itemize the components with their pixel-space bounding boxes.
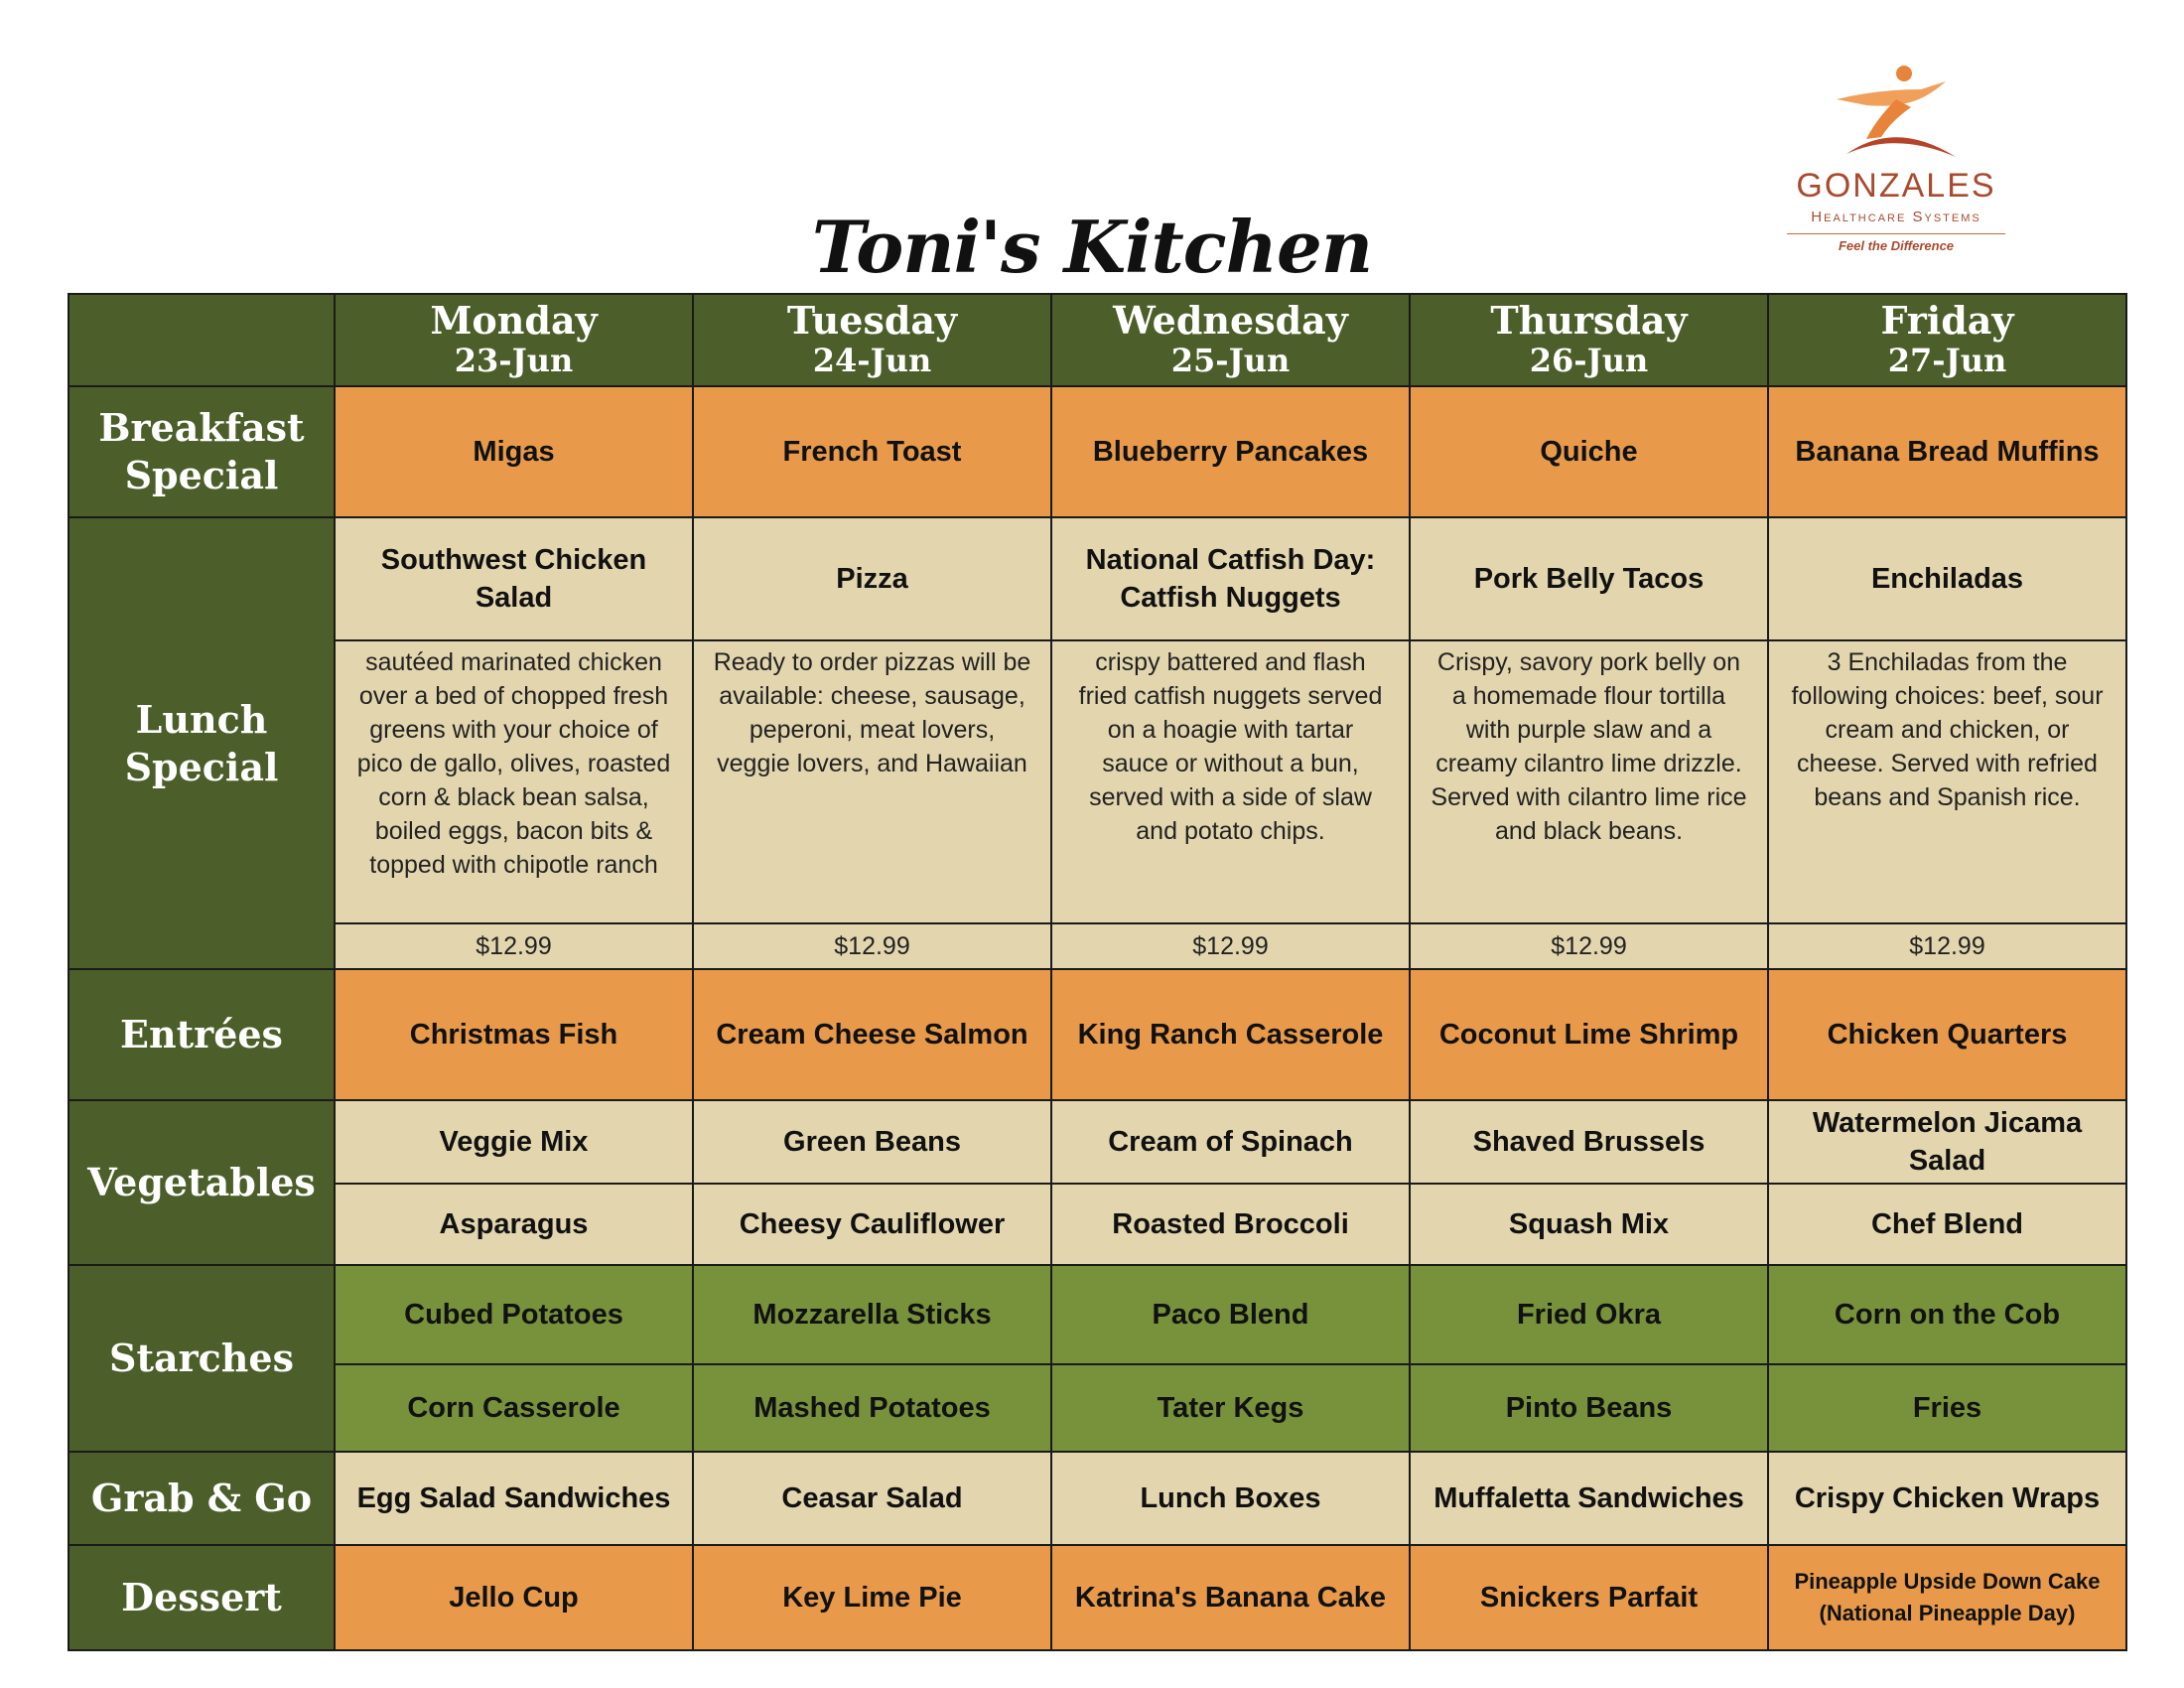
- lunch-name-line: Enchiladas: [1870, 563, 2024, 595]
- dessert-item: [335, 1545, 693, 1650]
- vegetable-item: Chef Blend: [1768, 1184, 2126, 1265]
- breakfast-item: Quiche: [1410, 386, 1768, 517]
- lunch-item-name: [335, 517, 693, 640]
- starch-item: Corn Casserole: [335, 1364, 693, 1452]
- description-line: sauce or without a bun,: [1102, 750, 1359, 777]
- description-line: following choices: beef, sour: [1791, 682, 2104, 710]
- starch-item: Mashed Potatoes: [693, 1364, 1051, 1452]
- description-line: with purple slaw and a: [1465, 716, 1712, 744]
- logo-name: GONZALES: [1796, 167, 1996, 205]
- vegetable-line: Veggie Mix: [439, 1126, 589, 1158]
- lunch-description-row: [68, 640, 2126, 923]
- description-line: veggie lovers, and Hawaiian: [717, 750, 1027, 777]
- description-line: beans and Spanish rice.: [1814, 783, 2081, 811]
- dessert-item: [693, 1545, 1051, 1650]
- lunch-name-line: Pork Belly Tacos: [1473, 563, 1705, 595]
- vegetable-item: [1410, 1100, 1768, 1184]
- lunch-item-name: [693, 517, 1051, 640]
- starches-row-1: [68, 1265, 2126, 1364]
- vegetables-row-1: [68, 1100, 2126, 1184]
- description-line: cheese. Served with refried: [1797, 750, 2098, 777]
- description-line: greens with your choice of: [369, 716, 658, 744]
- description-line: and black beans.: [1494, 817, 1684, 845]
- starch-item: Tater Kegs: [1051, 1364, 1410, 1452]
- dessert-line: Pineapple Upside Down Cake: [1794, 1569, 2101, 1594]
- breakfast-row: [68, 386, 2126, 517]
- lunch-item-name: [1410, 517, 1768, 640]
- lunch-price: $12.99: [693, 923, 1051, 969]
- lunch-name-line: Salad: [475, 582, 553, 614]
- vegetable-item: Squash Mix: [1410, 1184, 1768, 1265]
- dessert-item: [1410, 1545, 1768, 1650]
- grab-go-item: Lunch Boxes: [1051, 1452, 1410, 1545]
- row-label-line: Special: [124, 744, 279, 789]
- entree-item: Chicken Quarters: [1768, 969, 2126, 1100]
- row-label-grab-go: Grab & Go: [68, 1452, 335, 1545]
- entrees-row: [68, 969, 2126, 1100]
- description-line: Served with cilantro lime rice: [1431, 783, 1747, 811]
- lunch-price: $12.99: [335, 923, 693, 969]
- vegetables-row-2: [68, 1184, 2126, 1265]
- day-name: Tuesday: [786, 297, 958, 343]
- starch-item: Fried Okra: [1410, 1265, 1768, 1364]
- description-line: fried catfish nuggets served: [1078, 682, 1383, 710]
- lunch-description: [693, 640, 1051, 923]
- breakfast-item: French Toast: [693, 386, 1051, 517]
- entree-item: Coconut Lime Shrimp: [1410, 969, 1768, 1100]
- day-date: 24-Jun: [812, 341, 932, 379]
- lunch-description: [1768, 640, 2126, 923]
- header-corner: [68, 294, 335, 386]
- grab-go-row: [68, 1452, 2126, 1545]
- lunch-price-row: [68, 923, 2126, 969]
- day-header-friday: [1768, 294, 2126, 386]
- entree-item: Christmas Fish: [335, 969, 693, 1100]
- day-date: 23-Jun: [454, 341, 574, 379]
- description-line: available: cheese, sausage,: [719, 682, 1025, 710]
- dessert-line: Katrina's Banana Cake: [1074, 1581, 1387, 1614]
- row-label-entrees: Entrées: [68, 969, 335, 1100]
- dessert-line: Key Lime Pie: [782, 1581, 962, 1614]
- starch-item: Pinto Beans: [1410, 1364, 1768, 1452]
- day-header-wednesday: [1051, 294, 1410, 386]
- lunch-description: [1051, 640, 1410, 923]
- day-header-row: [68, 294, 2126, 386]
- row-label-line: Special: [124, 453, 279, 497]
- dessert-line: Snickers Parfait: [1479, 1581, 1699, 1614]
- day-date: 26-Jun: [1529, 341, 1649, 379]
- lunch-item-name: [1051, 517, 1410, 640]
- vegetable-item: Roasted Broccoli: [1051, 1184, 1410, 1265]
- row-label-dessert: Dessert: [68, 1545, 335, 1650]
- row-label-breakfast: [68, 386, 335, 517]
- day-name: Wednesday: [1113, 297, 1348, 343]
- description-line: crispy battered and flash: [1095, 648, 1366, 676]
- lunch-price: $12.99: [1051, 923, 1410, 969]
- dessert-item: [1768, 1545, 2126, 1650]
- vegetable-line: Watermelon Jicama: [1812, 1107, 2083, 1139]
- description-line: Crispy, savory pork belly on: [1436, 648, 1741, 676]
- description-line: sautéed marinated chicken: [365, 648, 662, 676]
- lunch-description: [335, 640, 693, 923]
- breakfast-item: Blueberry Pancakes: [1051, 386, 1410, 517]
- description-line: boiled eggs, bacon bits &: [374, 817, 653, 845]
- vegetable-item: [1768, 1100, 2126, 1184]
- lunch-item-name: [1768, 517, 2126, 640]
- grab-go-item: Crispy Chicken Wraps: [1768, 1452, 2126, 1545]
- day-header-thursday: [1410, 294, 1768, 386]
- lunch-name-row: [68, 517, 2126, 640]
- lunch-name-line: Catfish Nuggets: [1120, 582, 1341, 614]
- description-line: 3 Enchiladas from the: [1827, 648, 2068, 676]
- dessert-row: [68, 1545, 2126, 1650]
- lunch-name-line: National Catfish Day:: [1085, 544, 1376, 576]
- breakfast-item: Migas: [335, 386, 693, 517]
- lunch-name-line: Southwest Chicken: [380, 544, 647, 576]
- day-name: Friday: [1880, 297, 2014, 343]
- vegetable-item: Asparagus: [335, 1184, 693, 1265]
- vegetable-item: [335, 1100, 693, 1184]
- starch-item: Corn on the Cob: [1768, 1265, 2126, 1364]
- description-line: creamy cilantro lime drizzle.: [1435, 750, 1742, 777]
- lunch-description: [1410, 640, 1768, 923]
- description-line: served with a side of slaw: [1089, 783, 1372, 811]
- dessert-line: Jello Cup: [449, 1581, 579, 1614]
- vegetable-line: Shaved Brussels: [1472, 1126, 1706, 1158]
- vegetable-item: [1051, 1100, 1410, 1184]
- row-label-line: Lunch: [135, 696, 268, 742]
- grab-go-item: Ceasar Salad: [693, 1452, 1051, 1545]
- page-title: Toni's Kitchen: [811, 205, 1373, 289]
- starch-item: Fries: [1768, 1364, 2126, 1452]
- grab-go-item: Muffaletta Sandwiches: [1410, 1452, 1768, 1545]
- day-name: Monday: [430, 297, 598, 343]
- weekly-menu-table: [68, 293, 2127, 1651]
- description-line: Ready to order pizzas will be: [713, 648, 1031, 676]
- logo-tagline: Feel the Difference: [1838, 238, 1955, 253]
- lunch-price: $12.99: [1768, 923, 2126, 969]
- day-name: Thursday: [1490, 297, 1688, 343]
- logo-subtitle: Healthcare Systems: [1811, 209, 1981, 225]
- grab-go-item: Egg Salad Sandwiches: [335, 1452, 693, 1545]
- lunch-price: $12.99: [1410, 923, 1768, 969]
- vegetable-line: Green Beans: [783, 1126, 961, 1158]
- vegetable-line: Salad: [1908, 1145, 1986, 1177]
- starch-item: Mozzarella Sticks: [693, 1265, 1051, 1364]
- breakfast-item: Banana Bread Muffins: [1768, 386, 2126, 517]
- description-line: cream and chicken, or: [1825, 716, 2070, 744]
- row-label-vegetables: Vegetables: [68, 1100, 335, 1265]
- description-line: peperoni, meat lovers,: [749, 716, 996, 744]
- vegetable-line: Cream of Spinach: [1108, 1126, 1353, 1158]
- description-line: on a hoagie with tartar: [1107, 716, 1354, 744]
- starches-row-2: [68, 1364, 2126, 1452]
- starch-item: Cubed Potatoes: [335, 1265, 693, 1364]
- vegetable-item: [693, 1100, 1051, 1184]
- description-line: pico de gallo, olives, roasted: [356, 750, 671, 777]
- lunch-name-line: Pizza: [836, 563, 908, 595]
- runner-logo-icon: [1827, 60, 1966, 159]
- row-label-line: Breakfast: [98, 405, 305, 450]
- description-line: a homemade flour tortilla: [1451, 682, 1726, 710]
- dessert-line: (National Pineapple Day): [1819, 1601, 2076, 1625]
- day-header-monday: [335, 294, 693, 386]
- dessert-item: [1051, 1545, 1410, 1650]
- starch-item: Paco Blend: [1051, 1265, 1410, 1364]
- day-date: 27-Jun: [1887, 341, 2007, 379]
- row-label-lunch: [68, 517, 335, 969]
- entree-item: King Ranch Casserole: [1051, 969, 1410, 1100]
- description-line: corn & black bean salsa,: [378, 783, 649, 811]
- entree-item: Cream Cheese Salmon: [693, 969, 1051, 1100]
- description-line: and potato chips.: [1136, 817, 1325, 845]
- vegetable-item: Cheesy Cauliflower: [693, 1184, 1051, 1265]
- description-line: topped with chipotle ranch: [369, 851, 658, 879]
- description-line: over a bed of chopped fresh: [358, 682, 669, 710]
- row-label-starches: Starches: [68, 1265, 335, 1452]
- day-header-tuesday: [693, 294, 1051, 386]
- day-date: 25-Jun: [1170, 341, 1291, 379]
